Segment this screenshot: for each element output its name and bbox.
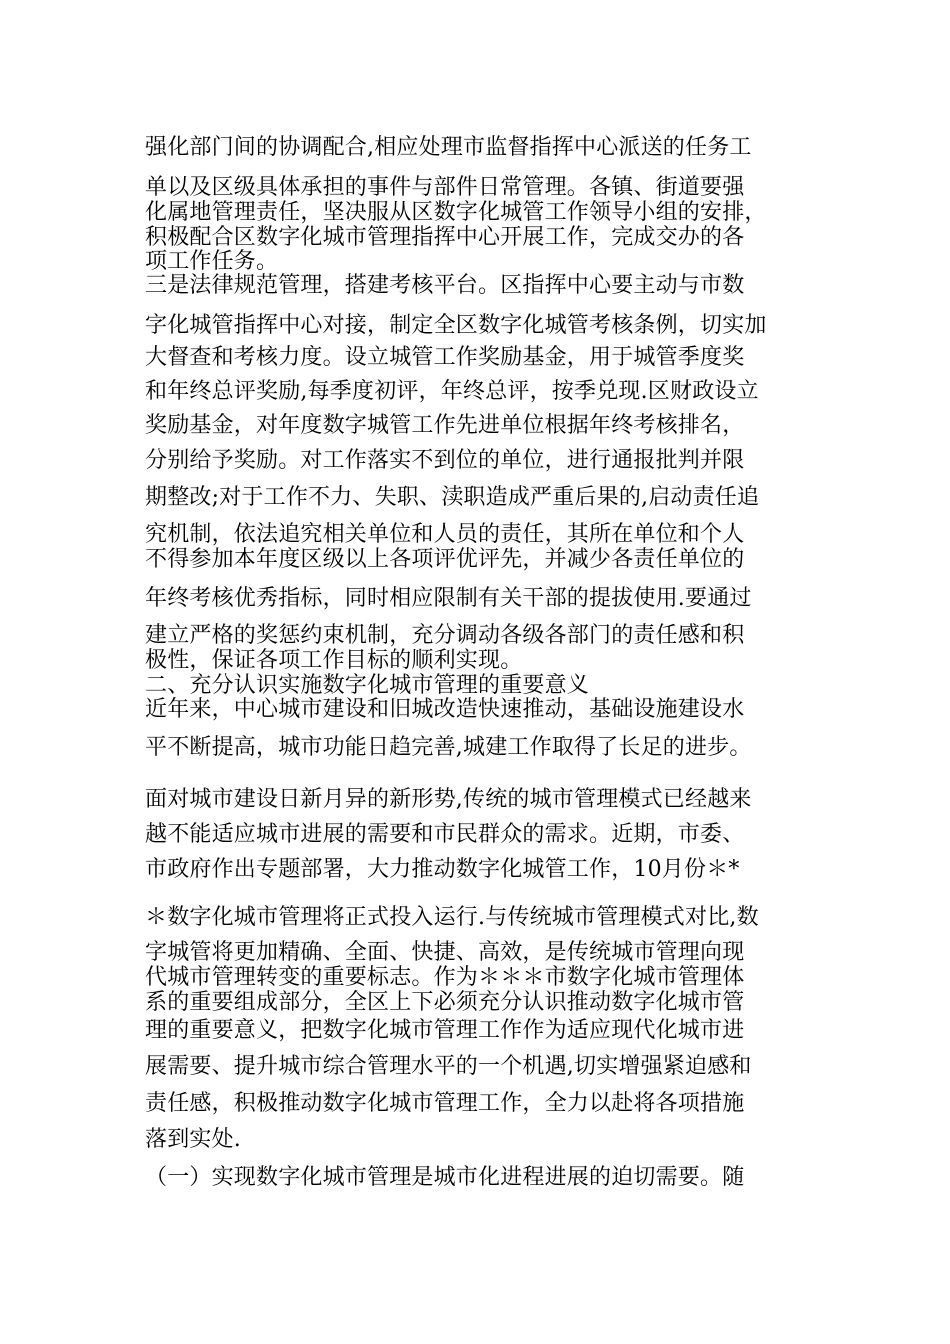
text-line: 系的重要组成部分，全区上下必须充分认识推动数字化城市管 xyxy=(145,990,745,1015)
text-line: 不得参加本年度区级以上各项评优评先，并减少各责任单位的 xyxy=(145,547,745,572)
text-line: 积极配合区数字化城市管理指挥中心开展工作，完成交办的各 xyxy=(145,225,745,250)
text-line: 建立严格的奖惩约束机制，充分调动各级各部门的责任感和积 xyxy=(145,623,745,648)
text-line: 强化部门间的协调配合,相应处理市监督指挥中心派送的任务工 xyxy=(145,135,752,160)
text-line: 展需要、提升城市综合管理水平的一个机遇,切实增强紧迫感和 xyxy=(145,1054,752,1079)
text-line: 代城市管理转变的重要标志。作为＊＊＊市数字化城市管理体 xyxy=(145,965,745,990)
text-line: 三是法律规范管理，搭建考核平台。区指挥中心要主动与市数 xyxy=(145,273,745,298)
text-line: 大督查和考核力度。设立城管工作奖励基金，用于城管季度奖 xyxy=(145,345,745,370)
text-line: 项工作任务。 xyxy=(145,249,279,274)
text-line: 市政府作出专题部署，大力推动数字化城管工作，10月份＊* xyxy=(145,857,740,882)
text-line: ＊数字化城市管理将正式投入运行.与传统城市管理模式对比,数 xyxy=(145,905,759,930)
text-line: 落到实处. xyxy=(145,1127,241,1152)
text-line: 字化城管指挥中心对接，制定全区数字化城管考核条例，切实加 xyxy=(145,313,767,338)
text-line: 分别给予奖励。对工作落实不到位的单位，进行通报批判并限 xyxy=(145,448,745,473)
text-line: 越不能适应城市进展的需要和市民群众的需求。近期，市委、 xyxy=(145,822,745,847)
subsection-heading: （一）实现数字化城市管理是城市化进程进展的迫切需要。随 xyxy=(145,1165,745,1190)
text-line: 责任感，积极推动数字化城市管理工作，全力以赴将各项措施 xyxy=(145,1091,745,1116)
text-line: 单以及区级具体承担的事件与部件日常管理。各镇、街道要强 xyxy=(145,175,745,200)
text-line: 奖励基金，对年度数字城管工作先进单位根据年终考核排名， xyxy=(145,413,745,438)
text-line: 平不断提高，城市功能日趋完善,城建工作取得了长足的进步。 xyxy=(145,735,752,760)
section-heading: 二、充分认识实施数字化城市管理的重要意义 xyxy=(145,673,590,698)
text-line: 化属地管理责任，坚决服从区数字化城管工作领导小组的安排， xyxy=(145,200,767,225)
text-line: 极性，保证各项工作目标的顺利实现。 xyxy=(145,648,523,673)
text-line: 和年终总评奖励,每季度初评，年终总评，按季兑现.区财政设立 xyxy=(145,379,759,404)
text-line: 年终考核优秀指标，同时相应限制有关干部的提拔使用.要通过 xyxy=(145,586,752,611)
text-line: 究机制，依法追究相关单位和人员的责任，其所在单位和个人 xyxy=(145,522,745,547)
text-line: 字城管将更加精确、全面、快捷、高效，是传统城市管理向现 xyxy=(145,940,745,965)
text-line: 近年来，中心城市建设和旧城改造快速推动，基础设施建设水 xyxy=(145,697,745,722)
text-line: 期整改;对于工作不力、失职、渎职造成严重后果的,启动责任追 xyxy=(145,485,760,510)
text-line: 面对城市建设日新月异的新形势,传统的城市管理模式已经越来 xyxy=(145,787,752,812)
text-line: 理的重要意义，把数字化城市管理工作作为适应现代化城市进 xyxy=(145,1018,745,1043)
